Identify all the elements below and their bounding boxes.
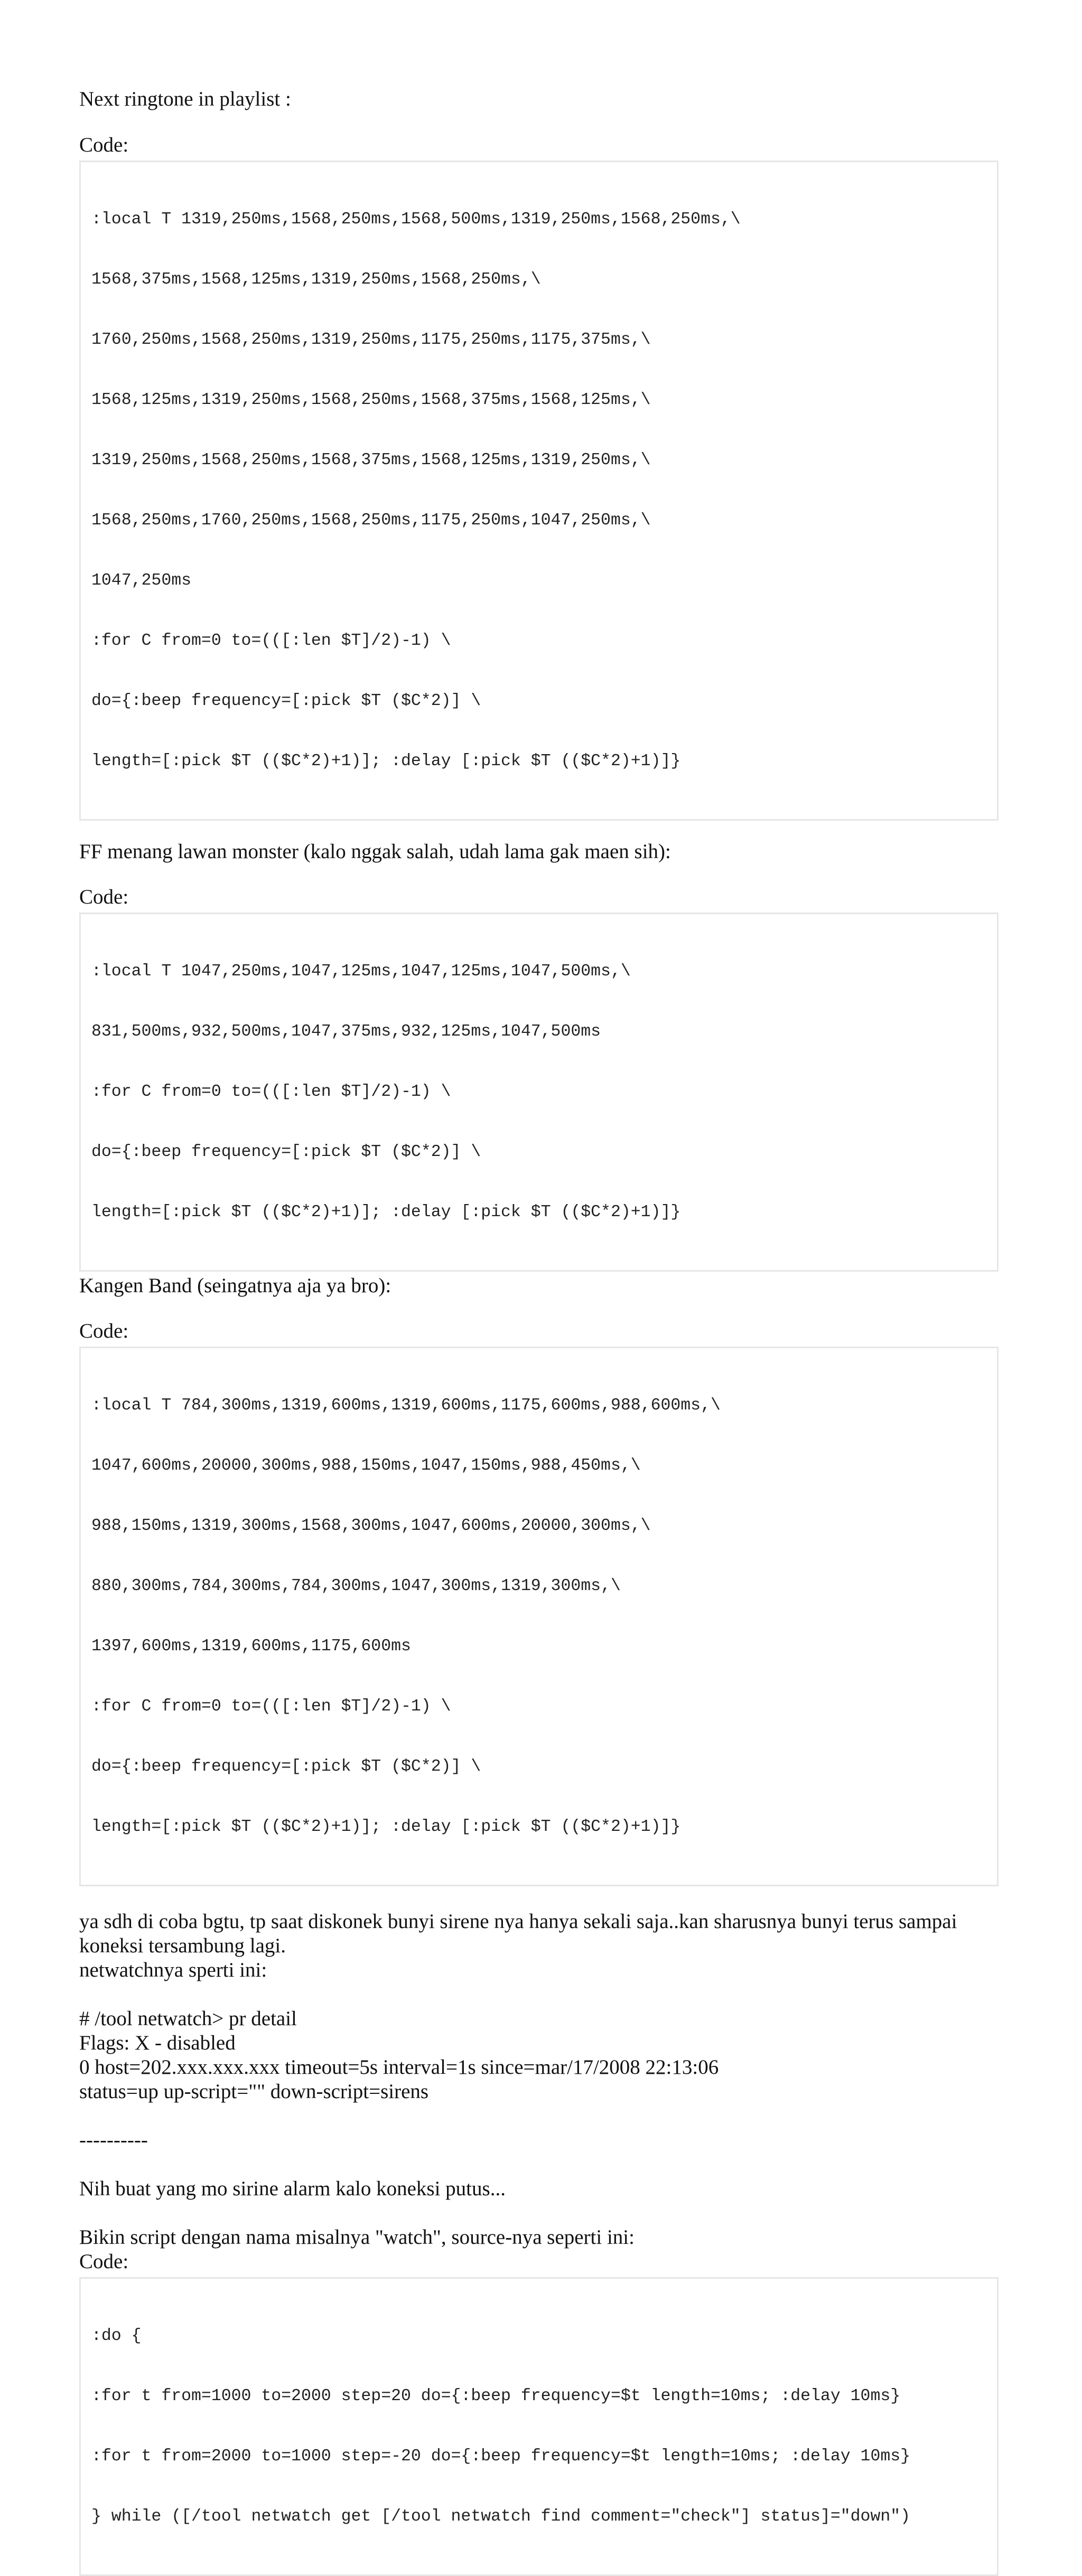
code-line: 831,500ms,932,500ms,1047,375ms,932,125ms,1047,500ms bbox=[91, 1022, 601, 1041]
netwatch-output bbox=[79, 2007, 999, 2104]
code-line: 1568,250ms,1760,250ms,1568,250ms,1175,250ms,1047,250ms,\ bbox=[91, 511, 651, 530]
code-line: :local T 784,300ms,1319,600ms,1319,600ms,1175,600ms,988,600ms,\ bbox=[91, 1396, 721, 1415]
code-line: 1047,250ms bbox=[91, 571, 192, 590]
section1-code-block[interactable] bbox=[79, 161, 999, 821]
section1-intro: Next ringtone in playlist : bbox=[79, 88, 291, 110]
section4-code-block[interactable] bbox=[79, 2277, 999, 2576]
section3-code-label: Code: bbox=[79, 1320, 129, 1342]
code-line: do={:beep frequency=[:pick $T ($C*2)] \ bbox=[91, 692, 481, 710]
code-line: 1760,250ms,1568,250ms,1319,250ms,1175,250ms,1175,375ms,\ bbox=[91, 331, 651, 349]
code-line: 880,300ms,784,300ms,784,300ms,1047,300ms,1319,300ms,\ bbox=[91, 1577, 621, 1595]
code-line: :for C from=0 to=(([:len $T]/2)-1) \ bbox=[91, 1083, 451, 1101]
code-line: 1319,250ms,1568,250ms,1568,375ms,1568,125ms,1319,250ms,\ bbox=[91, 451, 651, 469]
code-line: length=[:pick $T (($C*2)+1)]; :delay [:pick $T (($C*2)+1)]} bbox=[91, 1203, 681, 1221]
netwatch-line: Flags: X - disabled bbox=[79, 2032, 236, 2054]
code-line: do={:beep frequency=[:pick $T ($C*2)] \ bbox=[91, 1757, 481, 1776]
netwatch-line: # /tool netwatch> pr detail bbox=[79, 2007, 297, 2030]
code-line: 1568,125ms,1319,250ms,1568,250ms,1568,375ms,1568,125ms,\ bbox=[91, 391, 651, 409]
code-line: :do { bbox=[91, 2327, 142, 2345]
reply-paragraph: ya sdh di coba bgtu, tp saat diskonek bunyi sirene nya hanya sekali saja..kan sharusnya bunyi terus sampai koneksi tersambung lagi. bbox=[79, 1910, 963, 1957]
code-line: length=[:pick $T (($C*2)+1)]; :delay [:pick $T (($C*2)+1)]} bbox=[91, 752, 681, 770]
script-intro: Bikin script dengan nama misalnya "watch", source-nya seperti ini: bbox=[79, 2226, 635, 2249]
code-line: 1397,600ms,1319,600ms,1175,600ms bbox=[91, 1637, 411, 1656]
netwatch-intro: netwatchnya sperti ini: bbox=[79, 1959, 267, 1981]
code-line: :for t from=2000 to=1000 step=-20 do={:beep frequency=$t length=10ms; :delay 10ms} bbox=[91, 2447, 911, 2466]
code-line: do={:beep frequency=[:pick $T ($C*2)] \ bbox=[91, 1143, 481, 1161]
code-line: length=[:pick $T (($C*2)+1)]; :delay [:pick $T (($C*2)+1)]} bbox=[91, 1818, 681, 1836]
document-page bbox=[79, 87, 999, 2576]
section2-code-block[interactable] bbox=[79, 913, 999, 1272]
section3-intro: Kangen Band (seingatnya aja ya bro): bbox=[79, 1274, 391, 1297]
divider-text: ---------- bbox=[79, 2129, 148, 2151]
code-line: :for t from=1000 to=2000 step=20 do={:beep frequency=$t length=10ms; :delay 10ms} bbox=[91, 2387, 901, 2405]
section4-code-label: Code: bbox=[79, 2250, 129, 2273]
section2-intro: FF menang lawan monster (kalo nggak salah, udah lama gak maen sih): bbox=[79, 840, 671, 863]
siren-intro: Nih buat yang mo sirine alarm kalo koneksi putus... bbox=[79, 2177, 506, 2200]
code-line: :for C from=0 to=(([:len $T]/2)-1) \ bbox=[91, 632, 451, 650]
netwatch-line: 0 host=202.xxx.xxx.xxx timeout=5s interval=1s since=mar/17/2008 22:13:06 bbox=[79, 2056, 719, 2079]
section1-code-label: Code: bbox=[79, 134, 129, 156]
code-line: :for C from=0 to=(([:len $T]/2)-1) \ bbox=[91, 1697, 451, 1716]
code-line: 1047,600ms,20000,300ms,988,150ms,1047,150ms,988,450ms,\ bbox=[91, 1456, 641, 1475]
code-line: } while ([/tool netwatch get [/tool netwatch find comment="check"] status]="down") bbox=[91, 2507, 911, 2526]
code-line: 1568,375ms,1568,125ms,1319,250ms,1568,250ms,\ bbox=[91, 270, 541, 289]
code-line: :local T 1319,250ms,1568,250ms,1568,500ms,1319,250ms,1568,250ms,\ bbox=[91, 210, 741, 229]
section3-code-block[interactable] bbox=[79, 1347, 999, 1886]
section2-code-label: Code: bbox=[79, 886, 129, 908]
netwatch-line: status=up up-script="" down-script=sirens bbox=[79, 2080, 429, 2103]
code-line: 988,150ms,1319,300ms,1568,300ms,1047,600ms,20000,300ms,\ bbox=[91, 1517, 651, 1535]
code-line: :local T 1047,250ms,1047,125ms,1047,125ms,1047,500ms,\ bbox=[91, 962, 631, 981]
